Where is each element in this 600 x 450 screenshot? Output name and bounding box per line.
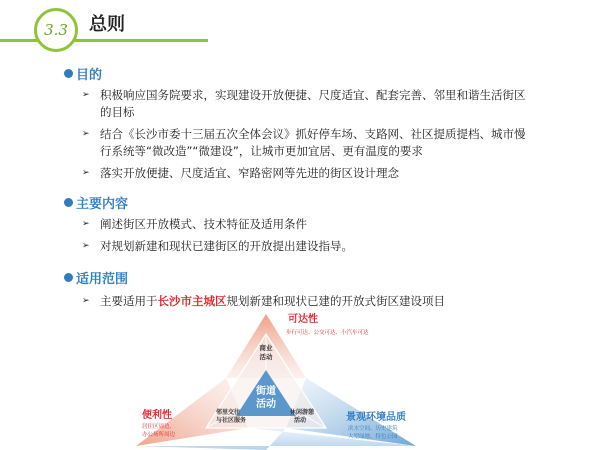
- leisure-label-2: 活动: [294, 417, 307, 424]
- arrow-bullet-icon: ➢: [82, 219, 90, 229]
- center-label-2: 活动: [256, 399, 276, 410]
- section-number-badge: [34, 8, 78, 52]
- list-item-text: 阐述街区开放模式、技术特征及适用条件: [100, 217, 307, 231]
- accessibility-title: 可达性: [288, 314, 318, 325]
- section-heading: [64, 64, 526, 82]
- section-title: 适用范围: [76, 271, 129, 287]
- page-title: 总则: [89, 14, 125, 35]
- scope-highlight: 长沙市主城区: [157, 294, 227, 308]
- arrow-bullet-icon: ➢: [82, 129, 90, 139]
- list-item-text: 积极响应国务院要求，实现建设开放便捷、尺度适宜、配套完善、邻里和谐生活街区的目标: [100, 88, 526, 119]
- neighborhood-label-1: 邻里交往: [216, 409, 241, 416]
- section-main-content: [64, 193, 526, 255]
- center-label-1: 街道: [256, 386, 276, 397]
- bullet-dot-icon: [64, 273, 73, 282]
- convenience-title: 便利性: [142, 410, 172, 421]
- section-purpose: [64, 64, 526, 182]
- list-item-text: 对规划新建和现状已建街区的开放提出建设指导。: [100, 239, 353, 253]
- bullet-dot-icon: [64, 69, 73, 78]
- section-title: 主要内容: [76, 196, 129, 212]
- arrow-bullet-icon: ➢: [82, 241, 90, 251]
- accessibility-desc: 步行可达、公交可达、小汽车可达: [286, 330, 369, 336]
- landscape-desc-1: 滨水空间、历史建筑: [348, 426, 398, 432]
- arrow-bullet-icon: ➢: [82, 296, 90, 306]
- street-activity-diagram: [136, 310, 416, 450]
- convenience-desc-1: 居住区周边、: [142, 424, 176, 430]
- list-item: [76, 87, 526, 121]
- section-title: 目的: [76, 67, 103, 83]
- convenience-desc-2: 办公场所周边: [142, 432, 176, 438]
- list-item: [76, 165, 526, 182]
- leisure-label-1: 休闲游憩: [290, 409, 315, 416]
- list-item: [76, 126, 526, 160]
- commercial-label-2: 活动: [259, 353, 273, 361]
- landscape-desc-2: 大型绿地、特色公园: [348, 434, 398, 440]
- arrow-bullet-icon: ➢: [82, 90, 90, 100]
- commercial-label-1: 商业: [259, 344, 273, 352]
- arrow-bullet-icon: ➢: [82, 168, 90, 178]
- list-item: [76, 216, 526, 233]
- list-item-text: 落实开放便捷、尺度适宜、窄路密网等先进的街区设计理念: [100, 166, 399, 180]
- neighborhood-label-2: 与社区服务: [216, 417, 247, 424]
- header-rule: [0, 39, 208, 42]
- section-heading: [64, 268, 526, 286]
- list-item-text: 结合《长沙市委十三届五次全体会议》抓好停车场、支路网、社区提质提档、城市慢行系统等“微改造”“微建设”，让城市更加宜居、更有温度的要求: [100, 127, 526, 158]
- landscape-title: 景观环境品质: [346, 412, 406, 423]
- scope-prefix: 主要适用于: [100, 294, 158, 308]
- section-heading: [64, 193, 526, 211]
- section-scope: [64, 268, 526, 310]
- bullet-dot-icon: [64, 198, 73, 207]
- scope-suffix: 规划新建和现状已建的开放式街区建设项目: [226, 294, 445, 308]
- list-item: [76, 238, 526, 255]
- list-item: [76, 293, 526, 310]
- section-number: 3.3: [44, 21, 68, 39]
